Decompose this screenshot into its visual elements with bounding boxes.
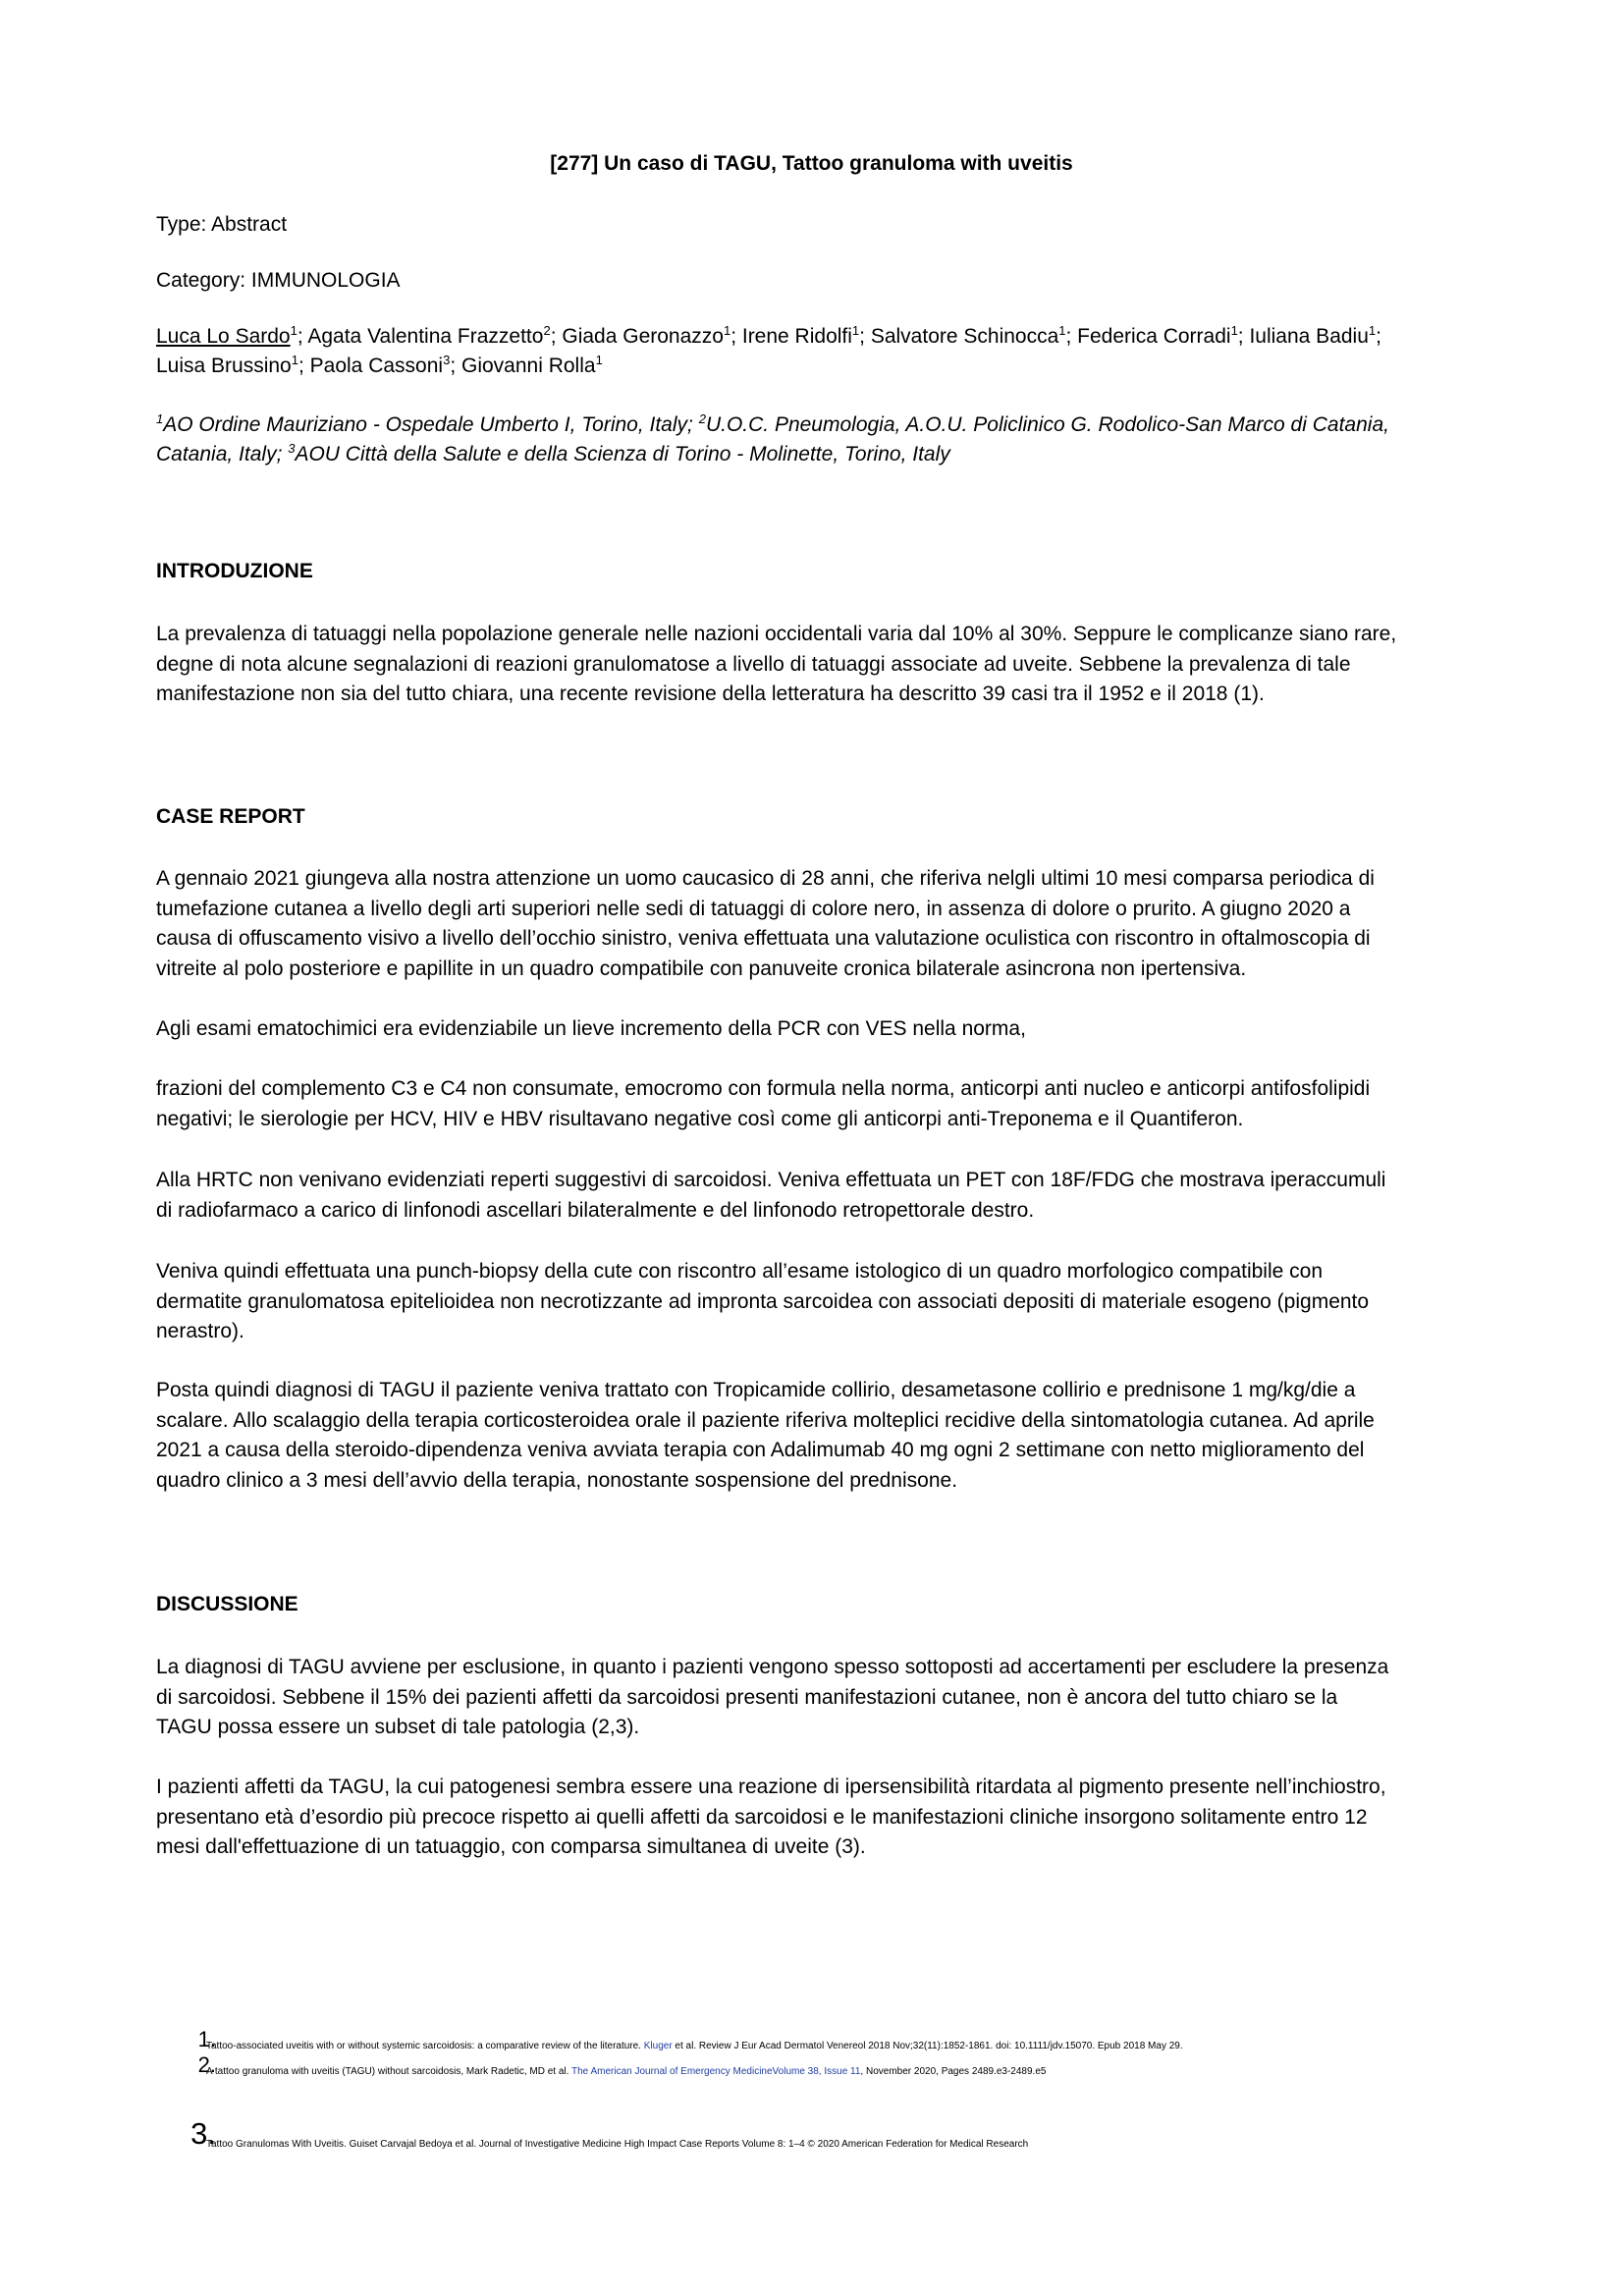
case-report-paragraph-1: A gennaio 2021 giungeva alla nostra attenzione un uomo caucasico di 28 anni, che riferiva nelgli ultimi 10 mesi comparsa periodica di tumefazione cutanea a livello degli arti superiori nelle sedi di tatuaggi di colore nero, in assenza di dolore o prurito. A giugno 2020 a causa di offuscamento visivo a livello dell’occhio sinistro, veniva effettuata una valutazione oculistica con riscontro in oftalmoscopia di vitreite al polo posteriore e papillite in un quadro compatibile con panuveite cronica bilaterale asincrona non ipertensiva.	[156, 867, 1375, 980]
abstract-title: [277] Un caso di TAGU, Tattoo granuloma with uveitis	[550, 152, 1073, 175]
affiliations: $^1$AO Ordine Mauriziano - Ospedale Umberto I, Torino, Italy; $^2$U.O.C. Pneumologia, A.O.U. Policlinico G. Rodolico-San Marco di Catania, Catania, Italy; $^3$AOU Città della Salute e della Scienza di Torino - Molinette, Torino, Italy	[156, 411, 1389, 465]
section-heading-introduzione: INTRODUZIONE	[156, 560, 313, 582]
reference-3: 3. Tattoo Granulomas With Uveitis. Guiset Carvajal Bedoya et al. Journal of Investigative Medicine High Impact Case Reports Volume 8: 1–4 © 2020 American Federation for Medical Research	[206, 2138, 1483, 2152]
presenting-author: Luca Lo Sardo	[156, 325, 291, 348]
case-report-paragraph-3: frazioni del complemento C3 e C4 non consumate, emocromo con formula nella norma, anticorpi anti nucleo e anticorpi antifosfolipidi negativi; le sierologie per HCV, HIV e HBV risultavano negative così come gli anticorpi anti-Treponema e il Quantiferon.	[156, 1077, 1371, 1130]
section-heading-discussione: DISCUSSIONE	[156, 1593, 298, 1615]
reference-link[interactable]: Kluger	[643, 2041, 673, 2051]
authors-line-2: Luisa Brussino$^1$; Paola Cassoni$^3$; Giovanni Rolla$^1$	[156, 353, 603, 377]
reference-number: 3.	[190, 2116, 216, 2151]
author-list	[156, 322, 1482, 381]
reference-number: 1.	[197, 2027, 216, 2051]
reference-1: 1. Tattoo-associated uveitis with or without systemic sarcoidosis: a comparative review of the literature. Kluger et al. Review J Eur Acad Dermatol Venereol 2018 Nov;32(11):1852-1861. doi: 10.1111/jdv.15070. Epub 2018 May 29.	[206, 2040, 1483, 2053]
discussione-paragraph-2: I pazienti affetti da TAGU, la cui patogenesi sembra essere una reazione di ipersensibilità ritardata al pigmento presente nell’inchiostro, presentano età d’esordio più precoce rispetto ai quelli affetti da sarcoidosi e le manifestazioni cliniche insorgono solitamente entro 12 mesi dall'effettuazione di un tatuaggio, con comparsa simultanea di uveite (3).	[156, 1776, 1386, 1858]
case-report-paragraph-2: Agli esami ematochimici era evidenziabile un lieve incremento della PCR con VES nella norma,	[156, 1017, 1026, 1040]
category-line: Category: IMMUNOLOGIA	[156, 269, 401, 292]
authors-line-1: Luca Lo Sardo$^1$; Agata Valentina Frazzetto$^2$; Giada Geronazzo$^1$; Irene Ridolfi$^1$; Salvatore Schinocca$^1$; Federica Corradi$^1$; Iuliana Badiu$^1$;	[156, 323, 1381, 348]
case-report-paragraph-4: Alla HRTC non venivano evidenziati reperti suggestivi di sarcoidosi. Veniva effettuata un PET con 18F/FDG che mostrava iperaccumuli di radiofarmaco a carico di linfonodi ascellari bilateralmente e del linfonodo retropettorale destro.	[156, 1169, 1386, 1222]
case-report-paragraph-6: Posta quindi diagnosi di TAGU il paziente veniva trattato con Tropicamide collirio, desametasone collirio e prednisone 1 mg/kg/die a scalare. Allo scalaggio della terapia corticosteroidea orale il paziente riferiva molteplici recidive della sintomatologia cutanea. Ad aprile 2021 a causa della steroido-dipendenza veniva avviata terapia con Adalimumab 40 mg ogni 2 settimane con netto miglioramento del quadro clinico a 3 mesi dell’avvio della terapia, nonostante sospensione del prednisone.	[156, 1379, 1375, 1492]
section-heading-case-report: CASE REPORT	[156, 805, 305, 828]
case-report-paragraph-5: Veniva quindi effettuata una punch-biopsy della cute con riscontro all’esame istologico di un quadro morfologico compatibile con dermatite granulomatosa epitelioidea non necrotizzante ad impronta sarcoidea con associati depositi di materiale esogeno (pigmento nerastro).	[156, 1260, 1370, 1342]
type-line: Type: Abstract	[156, 213, 288, 236]
introduzione-paragraph: La prevalenza di tatuaggi nella popolazione generale nelle nazioni occidentali varia dal 10% al 30%. Seppure le complicanze siano rare, degne di nota alcune segnalazioni di reazioni granulomatose a livello di tatuaggi associate ad uveite. Sebbene la prevalenza di tale manifestazione non sia del tutto chiara, una recente revisione della letteratura ha descritto 39 casi tra il 1952 e il 2018 (1).	[156, 623, 1397, 705]
reference-2: 2. A tattoo granuloma with uveitis (TAGU) without sarcoidosis, Mark Radetic, MD et al. The American Journal of Emergency MedicineVolume 38, Issue 11, November 2020, Pages 2489.e3-2489.e5	[206, 2065, 1483, 2079]
reference-link[interactable]: The American Journal of Emergency MedicineVolume 38, Issue 11	[571, 2066, 861, 2077]
reference-number: 2.	[197, 2052, 216, 2077]
discussione-paragraph-1: La diagnosi di TAGU avviene per esclusione, in quanto i pazienti vengono spesso sottoposti ad accertamenti per escludere la presenza di sarcoidosi. Sebbene il 15% dei pazienti affetti da sarcoidosi presenti manifestazioni cutanee, non è ancora del tutto chiaro se la TAGU possa essere un subset di tale patologia (2,3).	[156, 1656, 1389, 1738]
